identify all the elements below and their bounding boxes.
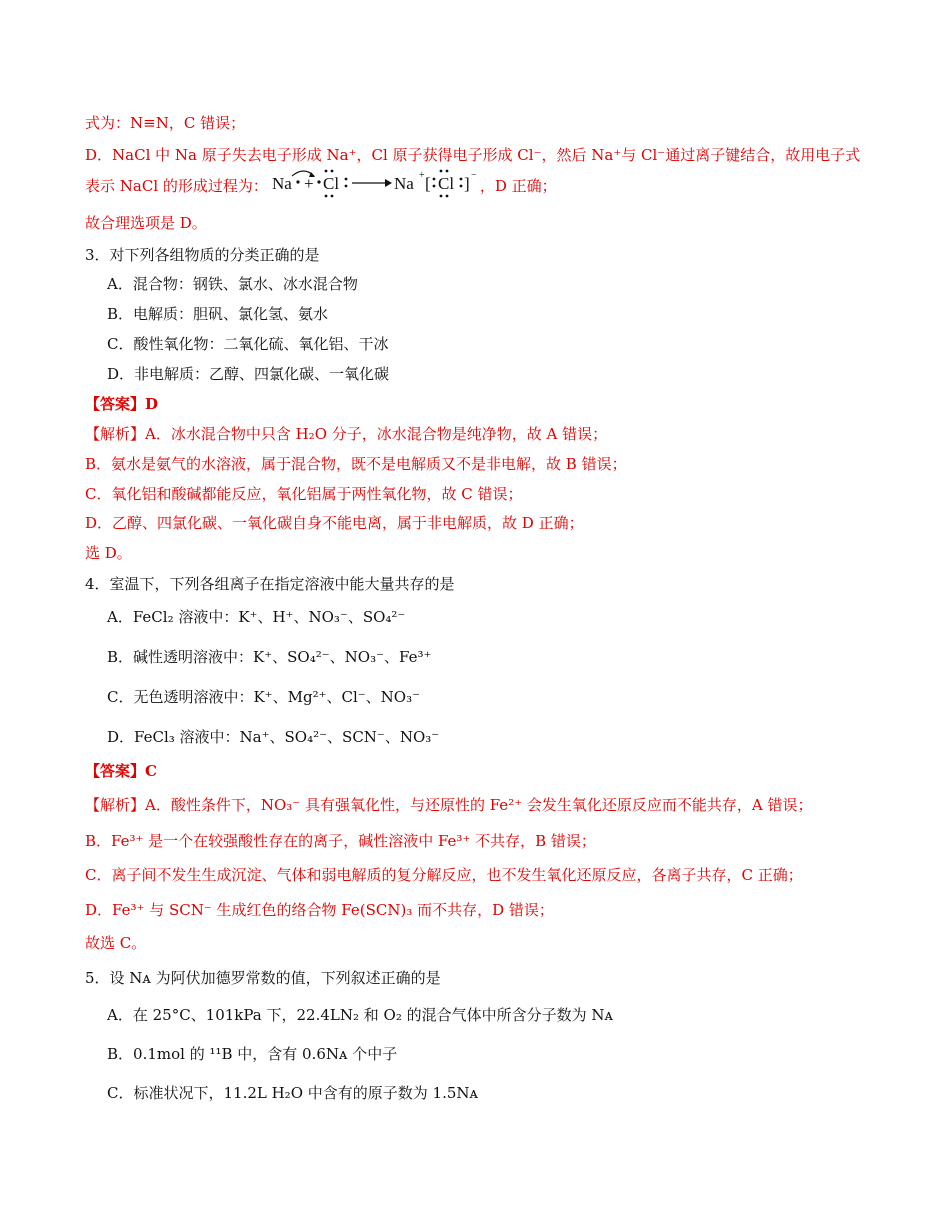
prev-answer-line-1: 式为：N≡N，C 错误； <box>85 114 246 132</box>
eq-plus: + <box>304 174 314 193</box>
q5-option-b: B．0.1mol 的 ¹¹B 中，含有 0.6Nᴀ 个中子 <box>107 1045 398 1063</box>
q4-explanation-4: D．Fe³⁺ 与 SCN⁻ 生成红色的络合物 Fe(SCN)₃ 而不共存，D 错误； <box>85 901 554 919</box>
q4-explanation-2: B．Fe³⁺ 是一个在较强酸性存在的离子，碱性溶液中 Fe³⁺ 不共存，B 错误； <box>85 832 596 850</box>
q3-explanation-4: D．乙醇、四氯化碳、一氧化碳自身不能电离，属于非电解质，故 D 正确； <box>85 514 584 532</box>
q5-stem: 5．设 Nᴀ 为阿伏加德罗常数的值，下列叙述正确的是 <box>85 969 441 987</box>
eq-right-bracket: ] <box>464 174 470 193</box>
q5-option-c: C．标准状况下，11.2L H₂O 中含有的原子数为 1.5Nᴀ <box>107 1084 478 1102</box>
q3-option-a: A．混合物：钢铁、氯水、冰水混合物 <box>107 275 358 293</box>
eq-na-charge: + <box>419 170 425 181</box>
formation-process-verdict: ，D 正确； <box>479 177 557 195</box>
q4-explanation-1: 【解析】A．酸性条件下，NO₃⁻ 具有强氧化性，与还原性的 Fe²⁺ 会发生氧化还原反应而不能共存，A 错误； <box>85 796 813 814</box>
eq-cl-ion: Cl <box>438 174 455 193</box>
eq-left-bracket: [ <box>425 174 431 193</box>
q4-option-b: B．碱性透明溶液中：K⁺、SO₄²⁻、NO₃⁻、Fe³⁺ <box>107 648 432 666</box>
q3-explanation-5: 选 D。 <box>85 544 132 562</box>
q3-answer: 【答案】D <box>85 395 159 413</box>
prev-answer-conclusion: 故合理选项是 D。 <box>85 214 207 232</box>
q5-option-a: A．在 25°C、101kPa 下，22.4LN₂ 和 O₂ 的混合气体中所含分子数为 Nᴀ <box>107 1006 613 1024</box>
q3-stem: 3．对下列各组物质的分类正确的是 <box>85 246 320 264</box>
eq-na-electron <box>296 180 299 183</box>
prev-answer-line-2: D．NaCl 中 Na 原子失去电子形成 Na⁺，Cl 原子获得电子形成 Cl⁻，然后 Na⁺与 Cl⁻通过离子键结合，故用电子式 <box>85 146 861 164</box>
q3-option-c: C．酸性氧化物：二氧化硫、氧化铝、干冰 <box>107 335 389 353</box>
q3-explanation-1: 【解析】A．冰水混合物中只含 H₂O 分子，冰水混合物是纯净物，故 A 错误； <box>85 425 608 443</box>
q4-explanation-5: 故选 C。 <box>85 934 147 952</box>
q3-explanation-2: B．氨水是氨气的水溶液，属于混合物，既不是电解质又不是非电解，故 B 错误； <box>85 455 627 473</box>
q3-option-d: D．非电解质：乙醇、四氯化碳、一氧化碳 <box>107 365 390 383</box>
q4-explanation-3: C．离子间不发生生成沉淀、气体和弱电解质的复分解反应，也不发生氧化还原反应，各离子共存，C 正确； <box>85 866 803 884</box>
q4-option-d: D．FeCl₃ 溶液中：Na⁺、SO₄²⁻、SCN⁻、NO₃⁻ <box>107 728 440 746</box>
q4-answer: 【答案】C <box>85 762 157 780</box>
eq-na: Na <box>272 174 292 193</box>
formation-process-label: 表示 NaCl 的形成过程为： <box>85 177 268 195</box>
eq-cl: Cl <box>323 174 340 193</box>
q3-option-b: B．电解质：胆矾、氯化氢、氨水 <box>107 305 329 323</box>
eq-na-ion: Na <box>394 174 414 193</box>
nacl-electron-formula <box>268 167 483 201</box>
q4-stem: 4．室温下，下列各组离子在指定溶液中能大量共存的是 <box>85 575 455 593</box>
q3-explanation-3: C．氧化铝和酸碱都能反应，氧化铝属于两性氧化物，故 C 错误； <box>85 485 523 503</box>
eq-cl-charge: − <box>471 170 477 181</box>
q4-option-c: C．无色透明溶液中：K⁺、Mg²⁺、Cl⁻、NO₃⁻ <box>107 688 421 706</box>
q4-option-a: A．FeCl₂ 溶液中：K⁺、H⁺、NO₃⁻、SO₄²⁻ <box>107 608 406 626</box>
